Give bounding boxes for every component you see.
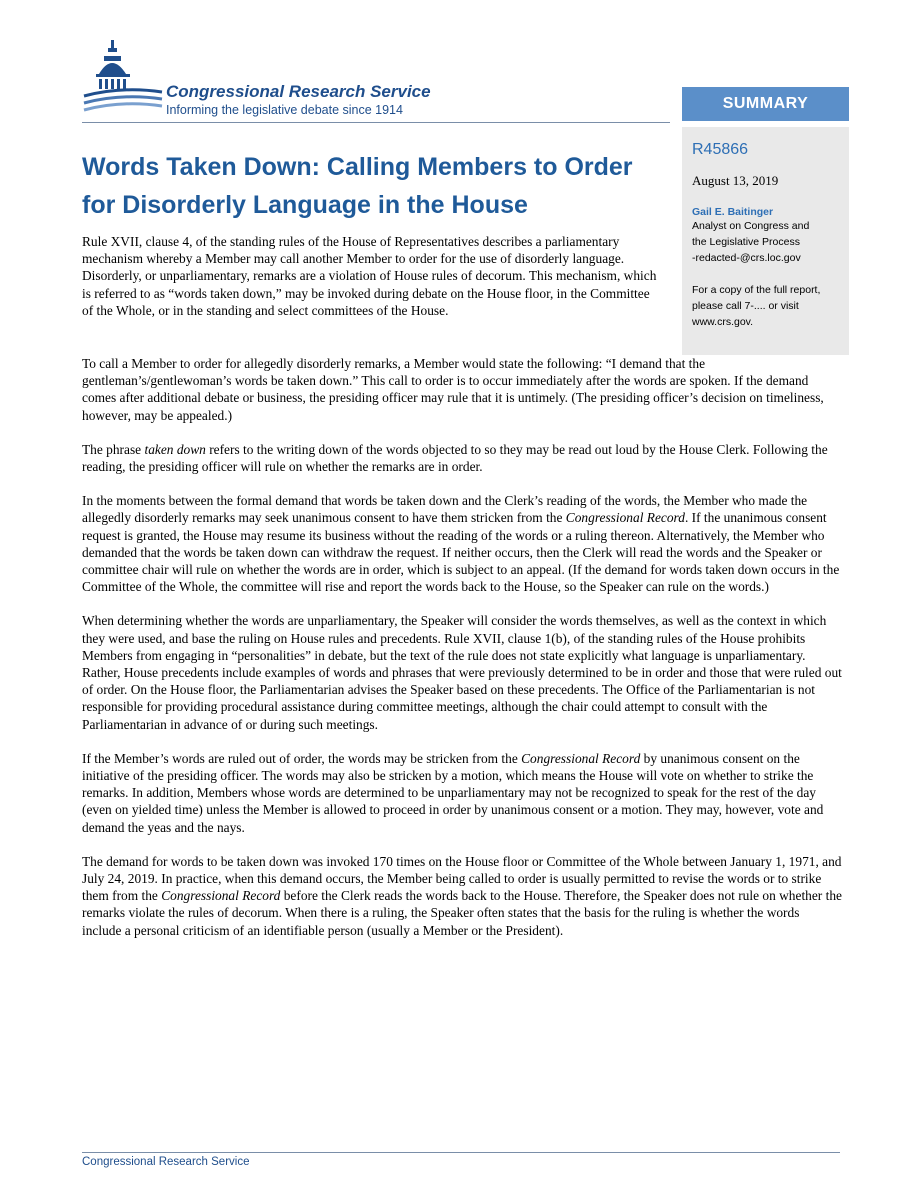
copy-note-line-2: please call 7-.... or visit <box>692 300 799 312</box>
author-email: -redacted-@crs.loc.gov <box>692 252 801 264</box>
author-title-line-2: the Legislative Process <box>692 236 800 248</box>
paragraph-3-text-b: refers to the writing down of the words objected to so they may be read out loud by the House Clerk. Following the reading, the presiding officer will rule on whether the remarks are in order. <box>82 441 828 475</box>
paragraph-5: When determining whether the words are unparliamentary, the Speaker will consider the words themselves, as well as the context in which they were used, and base the ruling on House rules and precedents. Rule XVII, clause 1(b), of the standing rules of the House prohibits Members from engaging in “personalities” in debate, but the text of the rule does not state explicitly what language is unparliamentary. Rather, House precedents include examples of words and phrases that were previously determined to be in order and those that were ruled out of order. On the House floor, the Parliamentarian advises the Speaker based on these precedents. The Office of the Parliamentarian is not responsible for providing procedural assistance during committee meetings, although the chair could attempt to consult with the Parliamentarian in advance of or during such meetings. <box>82 613 842 732</box>
title-line-1: Words Taken Down: Calling Members to Order <box>82 153 633 181</box>
org-name: Congressional Research Service <box>166 82 431 101</box>
paragraph-2: To call a Member to order for allegedly disorderly remarks, a Member would state the following: “I demand that the gentleman’s/gentlewoman’s words be taken down.” This call to order is to occur immediately after the words are spoken. If the demand comes after additional debate or business, the presiding officer may rule that it is untimely. (The presiding officer’s decision on timeliness, however, may be appealed.) <box>82 356 824 423</box>
author-name: Gail E. Baitinger <box>692 206 774 218</box>
summary-body <box>82 355 842 956</box>
paragraph-4-text-b: . If the unanimous consent request is granted, the House may resume its business without the reading of the words or a ruling thereon. Alternatively, the Member who demanded that the words be taken down can withdraw the request. If neither occurs, then the Clerk will read the words and the Speaker or committee chair will rule on whether the words are in order, which is subject to an appeal. (If the demand for words taken down occurs in the Committee of the Whole, the committee will rise and report the words back to the House, so the Speaker can rule on the words.) <box>82 510 840 595</box>
org-tagline: Informing the legislative debate since 1914 <box>166 103 403 117</box>
paragraph-3-text-a: The phrase <box>82 441 145 457</box>
crs-logo <box>82 34 682 124</box>
paragraph-3 <box>82 441 842 475</box>
report-title <box>82 148 682 224</box>
paragraph-7-text-b: before the Clerk reads the words back to the House. Therefore, the Speaker does not rule on whether the remarks violate the rules of decorum. When there is a ruling, the Speaker often states that the basis for the ruling is whether the words include a personal criticism of an identifiable person (usually a Member or the President). <box>82 888 842 938</box>
paragraph-4 <box>82 492 842 595</box>
report-number: R45866 <box>692 141 749 158</box>
header-divider <box>82 122 670 123</box>
capitol-dome-icon <box>82 34 166 124</box>
paragraph-7-emphasis: Congressional Record <box>161 888 281 904</box>
copy-note-line-1: For a copy of the full report, <box>692 284 821 296</box>
paragraph-6 <box>82 750 842 836</box>
paragraph-6-text-b: by unanimous consent on the initiative of the presiding officer. The words may also be stricken by a motion, which means the House will vote on whether to strike the remarks. In addition, Members whose words are determined to be unparliamentary may not be recognized to speak for the rest of the day (even on yielded time) unless the Member is allowed to proceed in order by unanimous consent or a motion. They may, however, vote and demand the yeas and the nays. <box>82 750 824 835</box>
title-line-2: for Disorderly Language in the House <box>82 191 528 219</box>
paragraph-7-text-a: The demand for words to be taken down was invoked 170 times on the House floor or Committee of the Whole between January 1, 1971, and July 24, 2019. In practice, when this demand occurs, the Member being called to order is usually permitted to revise the words or to strike them from the <box>82 853 842 904</box>
footer-divider <box>82 1152 840 1153</box>
paragraph-7 <box>82 853 842 939</box>
paragraph-4-text-a: In the moments between the formal demand that words be taken down and the Clerk’s reading of the words, the Member who made the allegedly disorderly remarks may seek unanimous consent to have them stricken from the <box>82 493 808 526</box>
summary-sidebar <box>682 127 849 355</box>
paragraph-3-emphasis: taken down <box>144 441 206 457</box>
paragraph-6-emphasis: Congressional Record <box>521 750 641 766</box>
paragraph-1: Rule XVII, clause 4, of the standing rules of the House of Representatives describes a parliamentary mechanism whereby a Member may call another Member to order for the use of disorderly language. Disorderly, or unparliamentary, remarks are a violation of House rules of decorum. This mechanism, which is referred to as “words taken down,” may be invoked during debate on the House floor, in the Committee of the Whole, or in the standing and select committees of the House. <box>82 234 657 318</box>
report-date: August 13, 2019 <box>692 173 779 188</box>
summary-heading: SUMMARY <box>682 87 849 121</box>
copy-note-line-3: www.crs.gov. <box>692 316 754 328</box>
page-footer: Congressional Research Service <box>82 1156 250 1168</box>
paragraph-6-text-a: If the Member’s words are ruled out of order, the words may be stricken from the <box>82 750 522 766</box>
paragraph-4-emphasis: Congressional Record <box>565 510 685 526</box>
author-title-line-1: Analyst on Congress and <box>692 220 810 232</box>
